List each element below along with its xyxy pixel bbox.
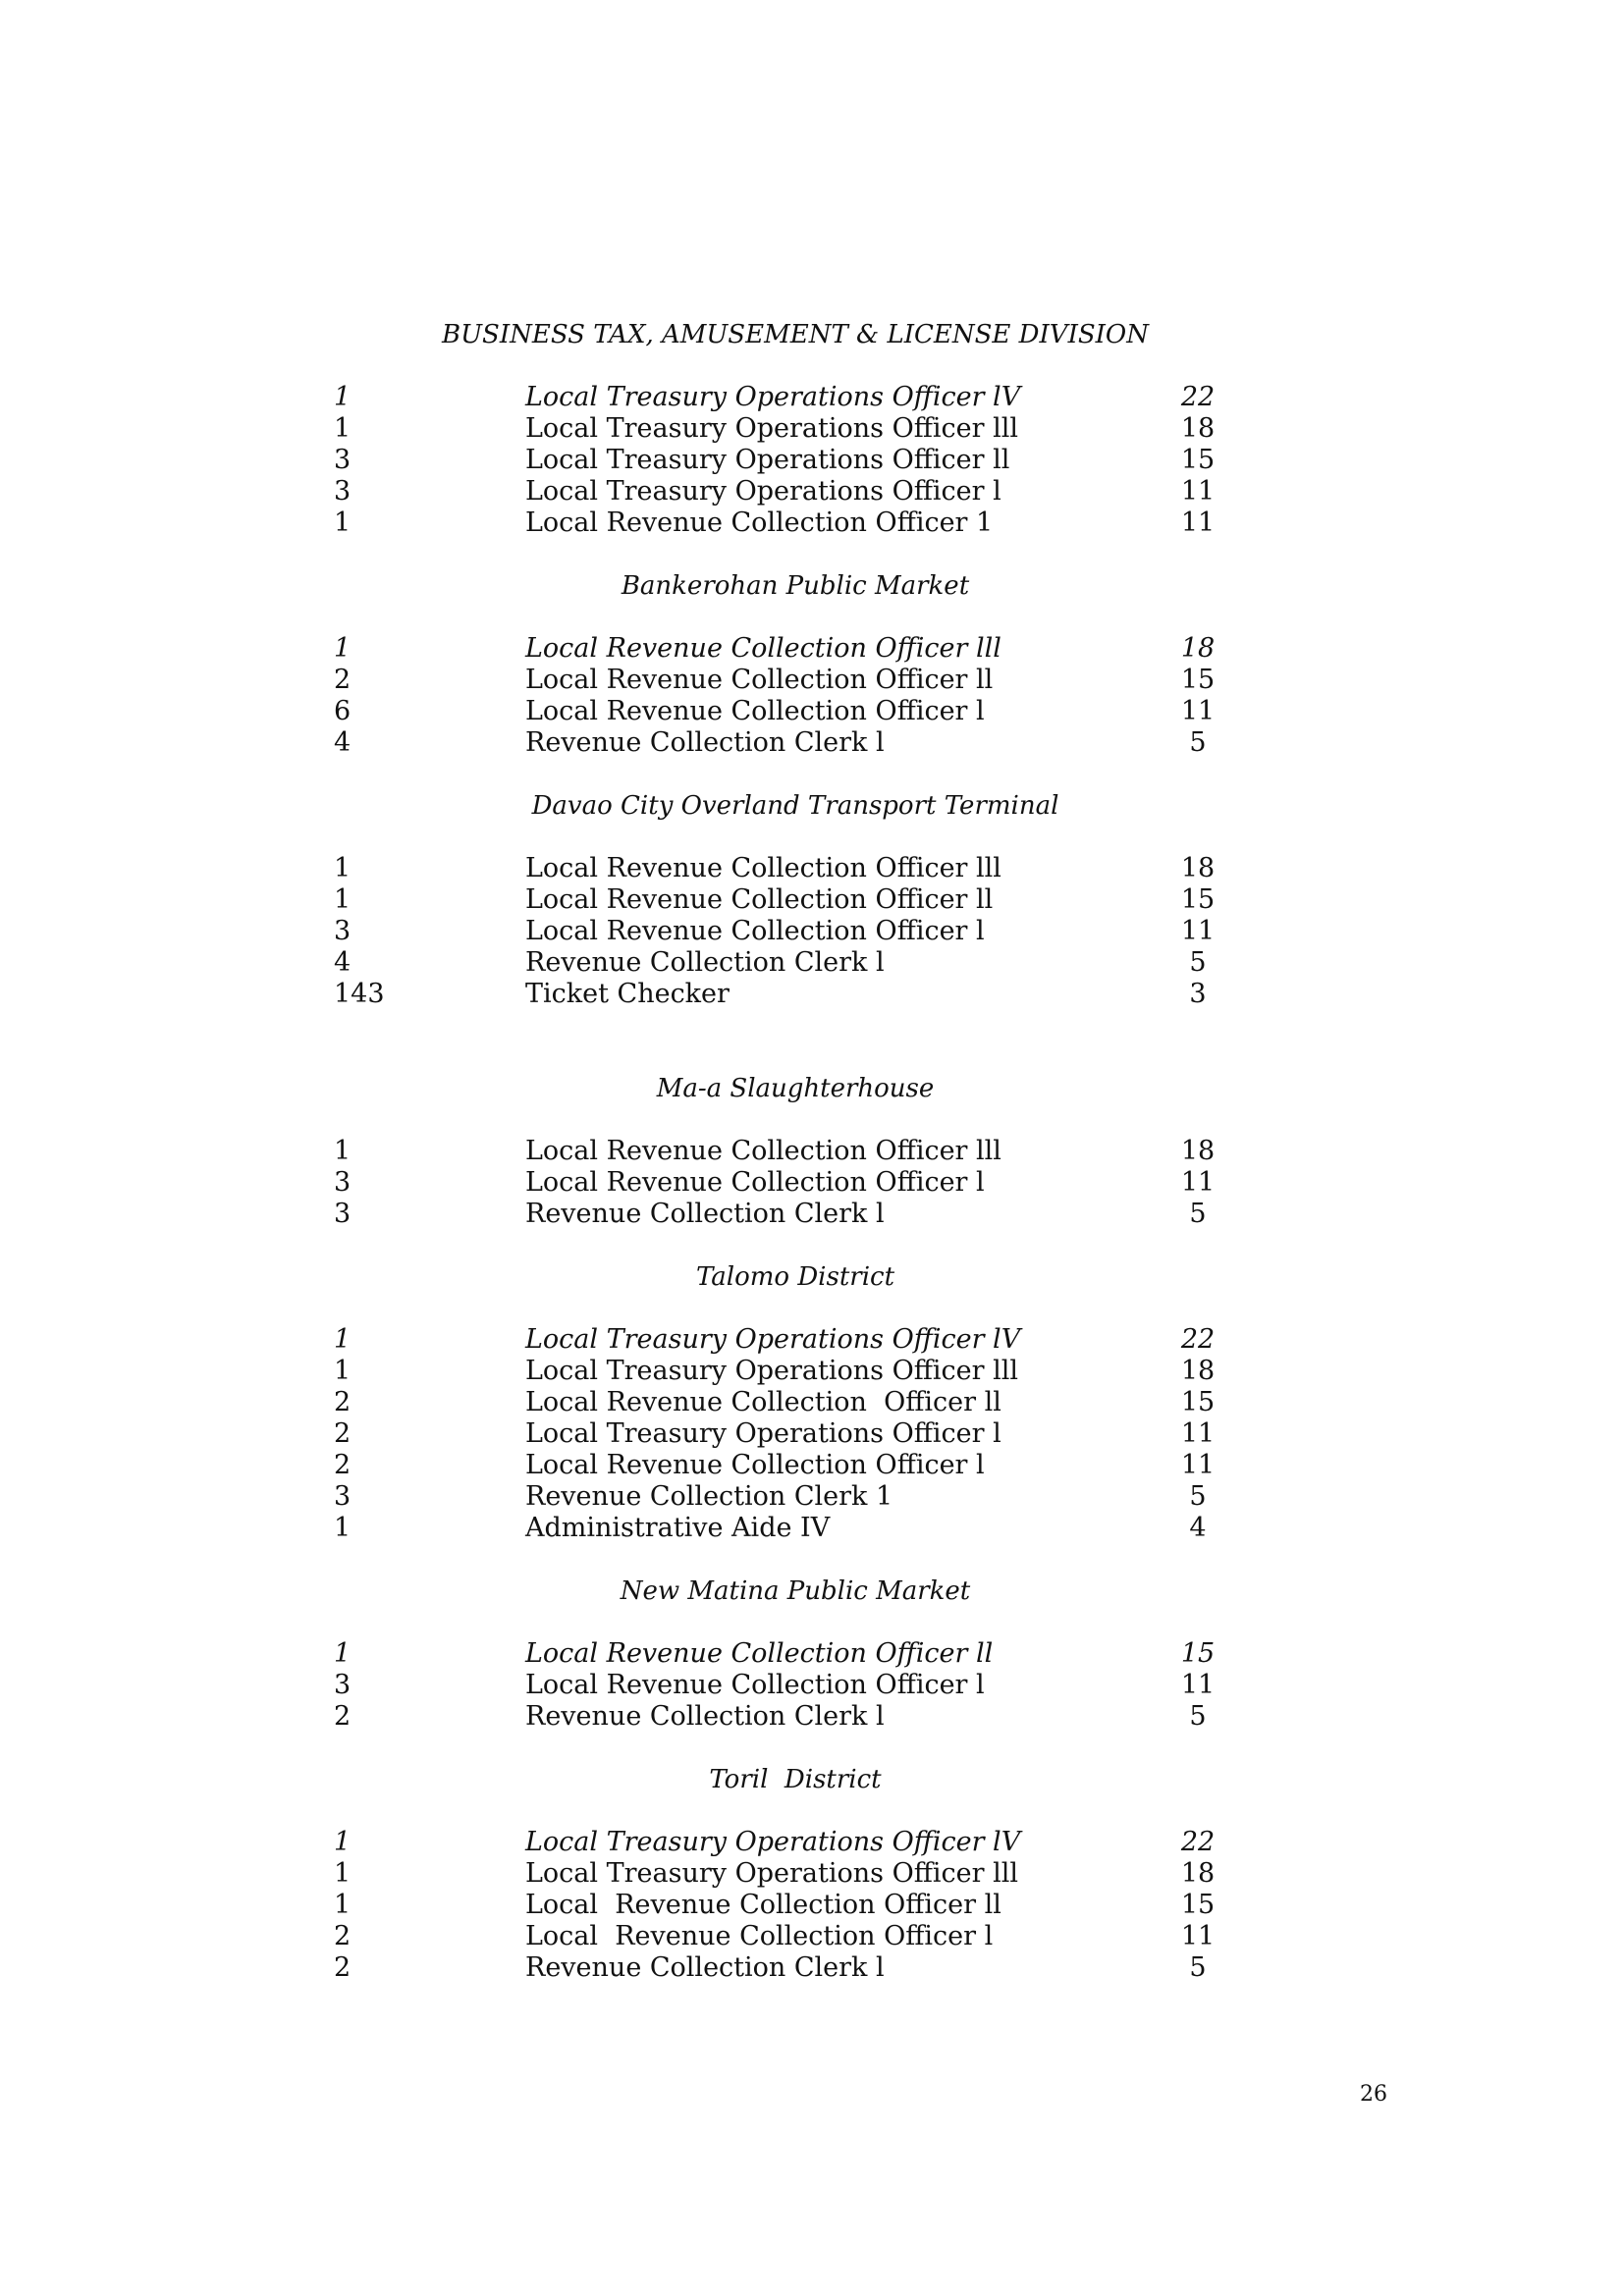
table-row [334,1513,1257,1544]
position-count: 2 [334,1701,352,1732]
position-count: 1 [334,1136,352,1166]
position-count: 143 [334,979,385,1009]
position-count: 1 [334,1324,352,1355]
position-count: 1 [334,884,352,915]
table-row [334,1481,1257,1513]
section-heading: Bankerohan Public Market [621,571,970,601]
salary-grade: 18 [1180,1858,1216,1889]
position-count: 2 [334,665,352,695]
position-title: Local Revenue Collection Officer l [525,1167,985,1198]
table-row [334,1199,1257,1230]
position-count: 2 [334,1921,352,1951]
section-overland-transport-terminal [334,790,1257,1010]
position-count: 1 [334,633,352,664]
position-title: Local Revenue Collection Officer l [525,916,985,946]
table-row [334,1858,1257,1890]
position-count: 6 [334,696,352,726]
salary-grade: 22 [1180,382,1216,412]
salary-grade: 11 [1180,1418,1216,1449]
position-title: Local Revenue Collection Officer 1 [525,507,994,538]
position-title: Local Revenue Collection Officer ll [525,665,994,695]
salary-grade: 18 [1180,413,1216,444]
position-title: Local Revenue Collection Officer ll [525,1638,994,1669]
position-count: 4 [334,727,352,758]
position-title: Revenue Collection Clerk l [525,1701,885,1732]
table-row [334,727,1257,759]
section-heading: Davao City Overland Transport Terminal [531,791,1059,821]
salary-grade: 18 [1180,1136,1216,1166]
position-count: 3 [334,1199,352,1229]
salary-grade: 11 [1180,507,1216,538]
position-count: 1 [334,853,352,883]
table-row [334,884,1257,916]
table-row [334,979,1257,1010]
position-title: Local Revenue Collection Officer lll [525,633,1001,664]
position-count: 1 [334,1858,352,1889]
salary-grade: 15 [1180,1890,1216,1920]
table-row [334,445,1257,476]
position-title: Local Treasury Operations Officer lll [525,1858,1019,1889]
position-title: Local Treasury Operations Officer ll [525,445,1010,475]
salary-grade: 18 [1180,633,1216,664]
table-row [334,1418,1257,1450]
position-title: Local Treasury Operations Officer l [525,476,1001,507]
section-business-tax-division [334,319,1257,539]
salary-grade: 4 [1189,1513,1207,1543]
table-row [334,1952,1257,1984]
salary-grade: 11 [1180,1921,1216,1951]
table-row [334,1136,1257,1167]
position-title: Local Treasury Operations Officer lll [525,413,1019,444]
section-heading: BUSINESS TAX, AMUSEMENT & LICENSE DIVISION [442,320,1149,349]
section-bankerohan-public-market [334,570,1257,759]
position-title: Local Revenue Collection Officer l [525,696,985,726]
table-row [334,947,1257,979]
table-row [334,1701,1257,1733]
position-count: 4 [334,947,352,978]
section-heading: New Matina Public Market [620,1576,971,1606]
salary-grade: 15 [1180,445,1216,475]
position-title: Local Treasury Operations Officer l [525,1418,1001,1449]
salary-grade: 3 [1189,979,1207,1009]
position-title: Revenue Collection Clerk 1 [525,1481,893,1512]
section-maa-slaughterhouse [334,1073,1257,1230]
section-heading: Ma-a Slaughterhouse [656,1074,935,1103]
position-count: 2 [334,1387,352,1417]
salary-grade: 5 [1189,727,1207,758]
position-title: Local Treasury Operations Officer lV [525,1324,1021,1355]
section-new-matina-public-market [334,1575,1257,1733]
position-count: 1 [334,1890,352,1920]
table-row [334,665,1257,696]
position-title: Revenue Collection Clerk l [525,1199,885,1229]
position-count: 1 [334,1827,352,1857]
position-count: 1 [334,1638,352,1669]
table-row [334,633,1257,665]
position-title: Local Revenue Collection Officer lll [525,853,1001,883]
table-row [334,1387,1257,1418]
position-title: Local Revenue Collection Officer l [525,1450,985,1480]
salary-grade: 18 [1180,1356,1216,1386]
position-count: 3 [334,1167,352,1198]
position-title: Administrative Aide IV [525,1513,831,1543]
salary-grade: 18 [1180,853,1216,883]
table-row [334,413,1257,445]
position-title: Local Revenue Collection Officer ll [525,1387,1001,1417]
salary-grade: 15 [1180,665,1216,695]
position-count: 1 [334,382,352,412]
position-title: Revenue Collection Clerk l [525,1952,885,1983]
table-row [334,1921,1257,1952]
table-row [334,507,1257,539]
table-row [334,1324,1257,1356]
salary-grade: 11 [1180,916,1216,946]
position-title: Revenue Collection Clerk l [525,947,885,978]
position-title: Revenue Collection Clerk l [525,727,885,758]
position-title: Local Treasury Operations Officer lV [525,1827,1021,1857]
salary-grade: 5 [1189,1701,1207,1732]
position-title: Local Revenue Collection Officer lll [525,1136,1001,1166]
position-title: Ticket Checker [525,979,730,1009]
position-count: 2 [334,1418,352,1449]
position-title: Local Revenue Collection Officer ll [525,1890,1001,1920]
salary-grade: 15 [1180,884,1216,915]
table-row [334,1827,1257,1858]
table-row [334,476,1257,507]
position-count: 3 [334,1481,352,1512]
salary-grade: 11 [1180,1670,1216,1700]
salary-grade: 5 [1189,1481,1207,1512]
position-count: 1 [334,507,352,538]
salary-grade: 11 [1180,696,1216,726]
section-toril-district [334,1764,1257,1984]
table-row [334,382,1257,413]
salary-grade: 5 [1189,1952,1207,1983]
salary-grade: 22 [1180,1324,1216,1355]
table-row [334,853,1257,884]
position-title: Local Revenue Collection Officer l [525,1670,985,1700]
position-count: 3 [334,476,352,507]
position-count: 3 [334,445,352,475]
section-talomo-district [334,1261,1257,1544]
table-row [334,1670,1257,1701]
position-title: Local Treasury Operations Officer lV [525,382,1021,412]
salary-grade: 22 [1180,1827,1216,1857]
staffing-list [334,319,1257,1984]
table-row [334,1356,1257,1387]
salary-grade: 11 [1180,476,1216,507]
salary-grade: 15 [1180,1387,1216,1417]
position-count: 3 [334,916,352,946]
position-count: 1 [334,1356,352,1386]
salary-grade: 5 [1189,947,1207,978]
position-title: Local Revenue Collection Officer l [525,1921,994,1951]
salary-grade: 11 [1180,1450,1216,1480]
table-row [334,1638,1257,1670]
position-count: 2 [334,1450,352,1480]
salary-grade: 15 [1180,1638,1216,1669]
salary-grade: 5 [1189,1199,1207,1229]
position-title: Local Revenue Collection Officer ll [525,884,994,915]
page-number: 26 [1360,2082,1387,2107]
section-heading: Toril District [709,1765,882,1794]
table-row [334,1890,1257,1921]
table-row [334,1450,1257,1481]
position-count: 3 [334,1670,352,1700]
position-title: Local Treasury Operations Officer lll [525,1356,1019,1386]
position-count: 1 [334,1513,352,1543]
table-row [334,696,1257,727]
position-count: 1 [334,413,352,444]
table-row [334,1167,1257,1199]
position-count: 2 [334,1952,352,1983]
section-heading: Talomo District [695,1262,895,1292]
table-row [334,916,1257,947]
salary-grade: 11 [1180,1167,1216,1198]
